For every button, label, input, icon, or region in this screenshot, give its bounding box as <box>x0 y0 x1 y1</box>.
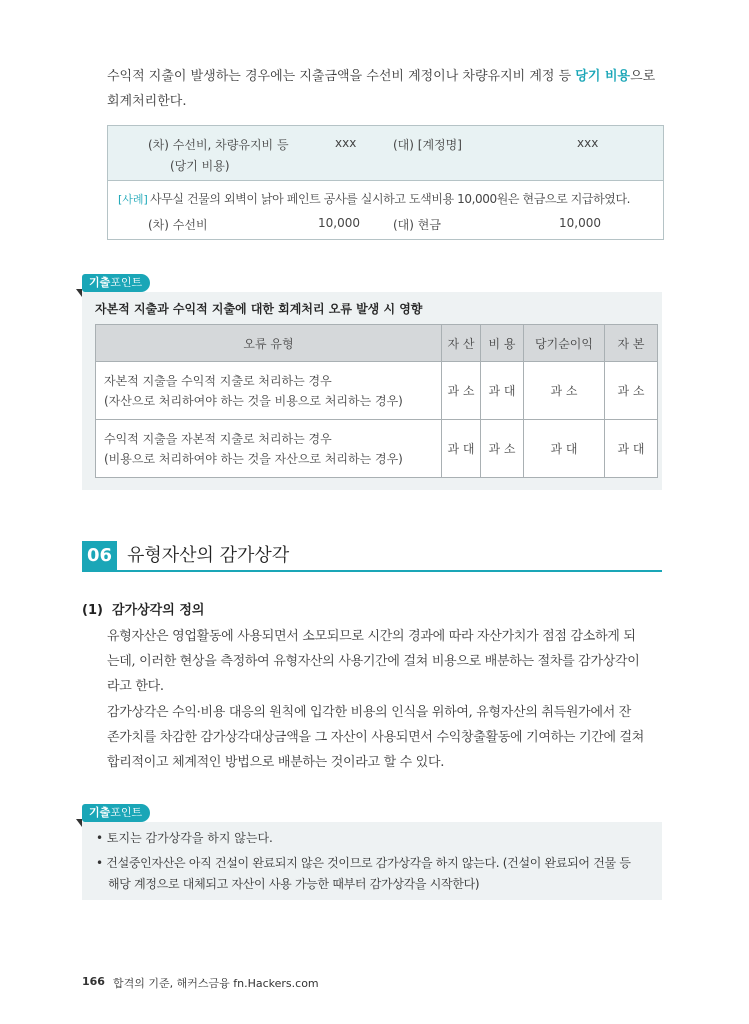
highlight-current-expense: 당기 비용 <box>575 69 631 84</box>
assets-cell: 과 소 <box>442 362 481 420</box>
net-income-cell: 과 대 <box>524 420 605 478</box>
tag-tail-1 <box>76 289 82 297</box>
equity-cell: 과 소 <box>605 362 658 420</box>
section-underline <box>82 570 662 572</box>
debit-amount: xxx <box>335 136 357 150</box>
debit-label: (차) 수선비, 차량유지비 등 <box>148 138 289 152</box>
definition-paragraph-1: 유형자산은 영업활동에 사용되면서 소모되므로 시간의 경과에 따라 자산가치가 점점 감소하게 되 는데, 이러한 현상을 측정하여 유형자산의 사용기간에 걸쳐 비용으로 배분하는 절차를 감가상각이 라고 한다. <box>107 629 640 694</box>
header-assets: 자 산 <box>442 325 481 362</box>
example-tag: [사례] <box>118 193 148 206</box>
tag-tail-2 <box>76 819 82 827</box>
table-row <box>96 420 658 478</box>
intro-line-2: 회계처리한다. <box>107 94 187 109</box>
footer-text: 합격의 기준, 해커스금융 fn.Hackers.com <box>113 977 319 990</box>
expenses-cell: 과 대 <box>481 362 524 420</box>
credit-amount: xxx <box>577 136 599 150</box>
table-row <box>96 362 658 420</box>
example-debit: (차) 수선비 <box>148 218 208 232</box>
expenses-cell: 과 소 <box>481 420 524 478</box>
list-item: • 건설중인자산은 아직 건설이 완료되지 않은 것이므로 감가상각을 하지 않는다. (건설이 완료되어 건물 등 해당 계정으로 대체되고 자산이 사용 가능한 때부터 감가상각을 시작한다) <box>96 856 631 891</box>
assets-cell: 과 대 <box>442 420 481 478</box>
header-expenses: 비 용 <box>481 325 524 362</box>
intro-paragraph <box>107 64 663 114</box>
equity-cell: 과 대 <box>605 420 658 478</box>
credit-label: (대) [계정명] <box>393 138 462 152</box>
error-type-cell: 자본적 지출을 수익적 지출로 처리하는 경우 (자산으로 처리하여야 하는 것을 비용으로 처리하는 경우) <box>96 362 442 420</box>
net-income-cell: 과 소 <box>524 362 605 420</box>
debit-sub: (당기 비용) <box>170 159 230 173</box>
table-header-row <box>96 325 658 362</box>
header-net-income: 당기순이익 <box>524 325 605 362</box>
bullet-dot: • <box>96 831 107 845</box>
journal-entry-box <box>107 125 664 240</box>
example-credit: (대) 현금 <box>393 218 441 232</box>
subsection-heading: (1) 감가상각의 정의 <box>82 603 205 618</box>
header-error-type: 오류 유형 <box>96 325 442 362</box>
exam-point-title-1: 자본적 지출과 수익적 지출에 대한 회계처리 오류 발생 시 영향 <box>95 302 423 316</box>
exam-point-tag-1: 기출포인트 <box>82 274 150 292</box>
intro-line-1: 수익적 지출이 발생하는 경우에는 지출금액을 수선비 계정이나 차량유지비 계정 등 당기 비용으로 <box>107 69 656 84</box>
section-title: 유형자산의 감가상각 <box>127 545 290 566</box>
section-number: 06 <box>82 541 117 570</box>
exam-point-tag-2: 기출포인트 <box>82 804 150 822</box>
header-equity: 자 본 <box>605 325 658 362</box>
page-number: 166 <box>82 975 105 988</box>
definition-paragraph-2: 감가상각은 수익·비용 대응의 원칙에 입각한 비용의 인식을 위하여, 유형자산의 취득원가에서 잔 존가치를 차감한 감가상각대상금액을 그 자산이 사용되면서 수익창출활동에 기여하는 기간에 걸쳐 합리적이고 체계적인 방법으로 배분하는 것이라고 할 수 있다. <box>107 705 645 770</box>
bullet-dot: • <box>96 856 107 870</box>
error-effect-table <box>95 324 658 478</box>
list-item: • 토지는 감가상각을 하지 않는다. <box>96 831 273 845</box>
example-text: 사무실 건물의 외벽이 낡아 페인트 공사를 실시하고 도색비용 10,000원은 현금으로 지급하였다. <box>150 192 631 206</box>
error-type-cell: 수익적 지출을 자본적 지출로 처리하는 경우 (비용으로 처리하여야 하는 것을 자산으로 처리하는 경우) <box>96 420 442 478</box>
example-debit-amount: 10,000 <box>318 216 360 230</box>
example-credit-amount: 10,000 <box>559 216 601 230</box>
